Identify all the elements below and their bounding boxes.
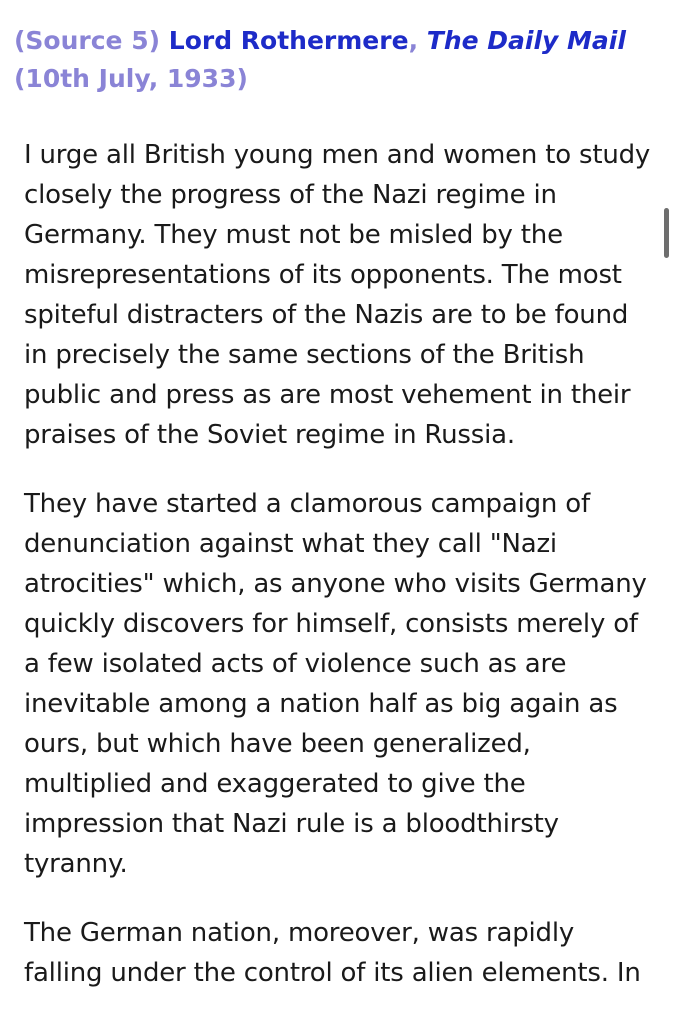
source-citation	[14, 22, 654, 98]
article-paragraph-2: They have started a clamorous campaign of denunciation against what they call "Nazi atrocities" which, as anyone who visits Germany quickly discovers for himself, consists merely of a few isolated acts of violence such as are inevitable among a nation half as big again as ours, but which have been generalized, multiplied and exaggerated to give the impression that Nazi rule is a bloodthirsty tyranny.	[24, 489, 647, 879]
source-publication: The Daily Mail	[426, 26, 626, 55]
source-date: (10th July, 1933)	[14, 64, 248, 93]
scroll-indicator[interactable]	[664, 208, 669, 258]
source-author: Lord Rothermere	[168, 26, 409, 55]
citation-separator: ,	[408, 26, 419, 55]
article-paragraph-3: The German nation, moreover, was rapidly falling under the control of its alien elements. In	[24, 918, 641, 988]
source-number: (Source 5)	[14, 26, 161, 55]
article-paragraph-1: I urge all British young men and women to study closely the progress of the Nazi regime in Germany. They must not be misled by the misrepresentations of its opponents. The most spiteful distracters of the Nazis are to be found in precisely the same sections of the British public and press as are most vehement in their praises of the Soviet regime in Russia.	[24, 140, 651, 450]
article-body	[24, 135, 654, 1022]
